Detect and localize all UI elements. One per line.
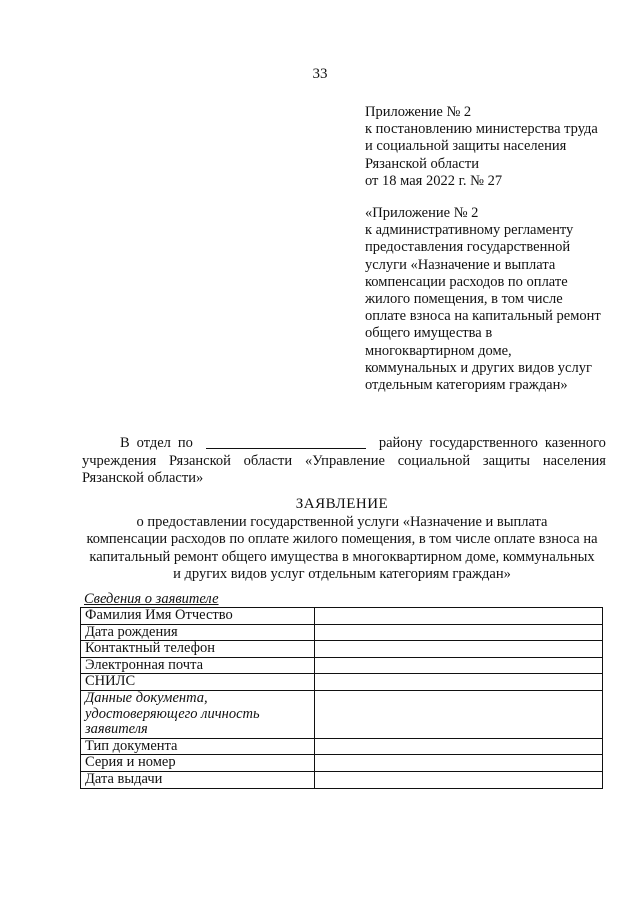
appendix-regulation-header xyxy=(365,205,610,394)
addressee-word: области xyxy=(243,452,293,469)
table-row xyxy=(81,641,603,658)
addressee-word: району xyxy=(378,435,423,451)
field-label: Серия и номер xyxy=(81,755,315,772)
appendix-line: к административному регламенту xyxy=(365,222,574,239)
appendix-line: Рязанской области xyxy=(365,155,479,172)
page-number: 33 xyxy=(312,66,328,82)
table-row xyxy=(81,624,603,641)
addressee-word: населения xyxy=(542,452,606,469)
table-row xyxy=(81,738,603,755)
addressee-word: учреждения xyxy=(82,452,157,469)
email-field[interactable] xyxy=(315,657,603,674)
identity-document-heading xyxy=(81,690,315,738)
field-label: Тип документа xyxy=(81,738,315,755)
table-row xyxy=(81,690,603,738)
appendix-decree-header xyxy=(365,104,610,190)
addressee-word: государственного xyxy=(429,435,538,451)
appendix-line: компенсации расходов по оплате xyxy=(365,273,568,290)
addressee-line: Рязанской области» xyxy=(82,470,204,486)
addressee-line xyxy=(82,435,606,453)
appendix-line: предоставления государственной xyxy=(365,239,571,256)
table-row xyxy=(81,608,603,625)
heading-line: удостоверяющего личность xyxy=(85,705,260,722)
statement-title-block xyxy=(72,496,612,583)
identity-document-field[interactable] xyxy=(315,690,603,738)
statement-subtitle-line: капитальный ремонт общего имущества в многоквартирном доме, коммунальных xyxy=(89,548,595,565)
addressee-word: защиты xyxy=(482,452,531,469)
field-label: СНИЛС xyxy=(81,674,315,691)
applicant-section-caption: Сведения о заявителе xyxy=(84,591,219,607)
addressee-word: казенного xyxy=(544,435,606,451)
field-label: Электронная почта xyxy=(81,657,315,674)
table-row xyxy=(81,755,603,772)
appendix-line: к постановлению министерства труда xyxy=(365,121,598,138)
addressee-word: В xyxy=(120,435,130,451)
field-label: Дата рождения xyxy=(81,624,315,641)
issue-date-field[interactable] xyxy=(315,771,603,788)
snils-field[interactable] xyxy=(315,674,603,691)
district-blank-field[interactable] xyxy=(206,435,366,449)
appendix-line: жилого помещения, в том числе xyxy=(365,291,563,308)
heading-line: заявителя xyxy=(85,721,148,738)
addressee-word: Рязанской xyxy=(169,452,231,469)
addressee-block xyxy=(82,435,606,488)
addressee-word: по xyxy=(177,435,193,451)
appendix-line: от 18 мая 2022 г. № 27 xyxy=(365,172,503,189)
appendix-line: отдельным категориям граждан» xyxy=(365,377,568,394)
appendix-line: Приложение № 2 xyxy=(365,104,472,120)
table-row xyxy=(81,771,603,788)
heading-line: Данные документа, xyxy=(85,689,208,706)
addressee-word: «Управление xyxy=(304,452,385,469)
full-name-field[interactable] xyxy=(315,608,603,625)
field-label: Фамилия Имя Отчество xyxy=(81,608,315,625)
statement-subtitle-line: компенсации расходов по оплате жилого помещения, в том числе оплате взноса на xyxy=(86,531,598,548)
birth-date-field[interactable] xyxy=(315,624,603,641)
addressee-word: отдел xyxy=(136,435,171,451)
field-label: Дата выдачи xyxy=(81,771,315,788)
applicant-info-table xyxy=(80,607,603,789)
statement-subtitle-line: о предоставлении государственной услуги «Назначение и выплата xyxy=(136,514,548,531)
appendix-line: общего имущества в xyxy=(365,325,493,342)
table-row xyxy=(81,657,603,674)
statement-subtitle-line: и других видов услуг отдельным категориям граждан» xyxy=(173,565,511,582)
series-number-field[interactable] xyxy=(315,755,603,772)
appendix-line: услуги «Назначение и выплата xyxy=(365,256,556,273)
statement-title: ЗАЯВЛЕНИЕ xyxy=(295,496,389,512)
appendix-line: многоквартирном доме, xyxy=(365,342,512,359)
addressee-line xyxy=(82,453,606,471)
document-type-field[interactable] xyxy=(315,738,603,755)
field-label: Контактный телефон xyxy=(81,641,315,658)
addressee-word: социальной xyxy=(397,452,471,469)
appendix-line: коммунальных и других видов услуг xyxy=(365,359,592,376)
phone-field[interactable] xyxy=(315,641,603,658)
table-row xyxy=(81,674,603,691)
appendix-line: «Приложение № 2 xyxy=(365,205,479,221)
appendix-line: и социальной защиты населения xyxy=(365,138,567,155)
appendix-line: оплате взноса на капитальный ремонт xyxy=(365,308,601,325)
